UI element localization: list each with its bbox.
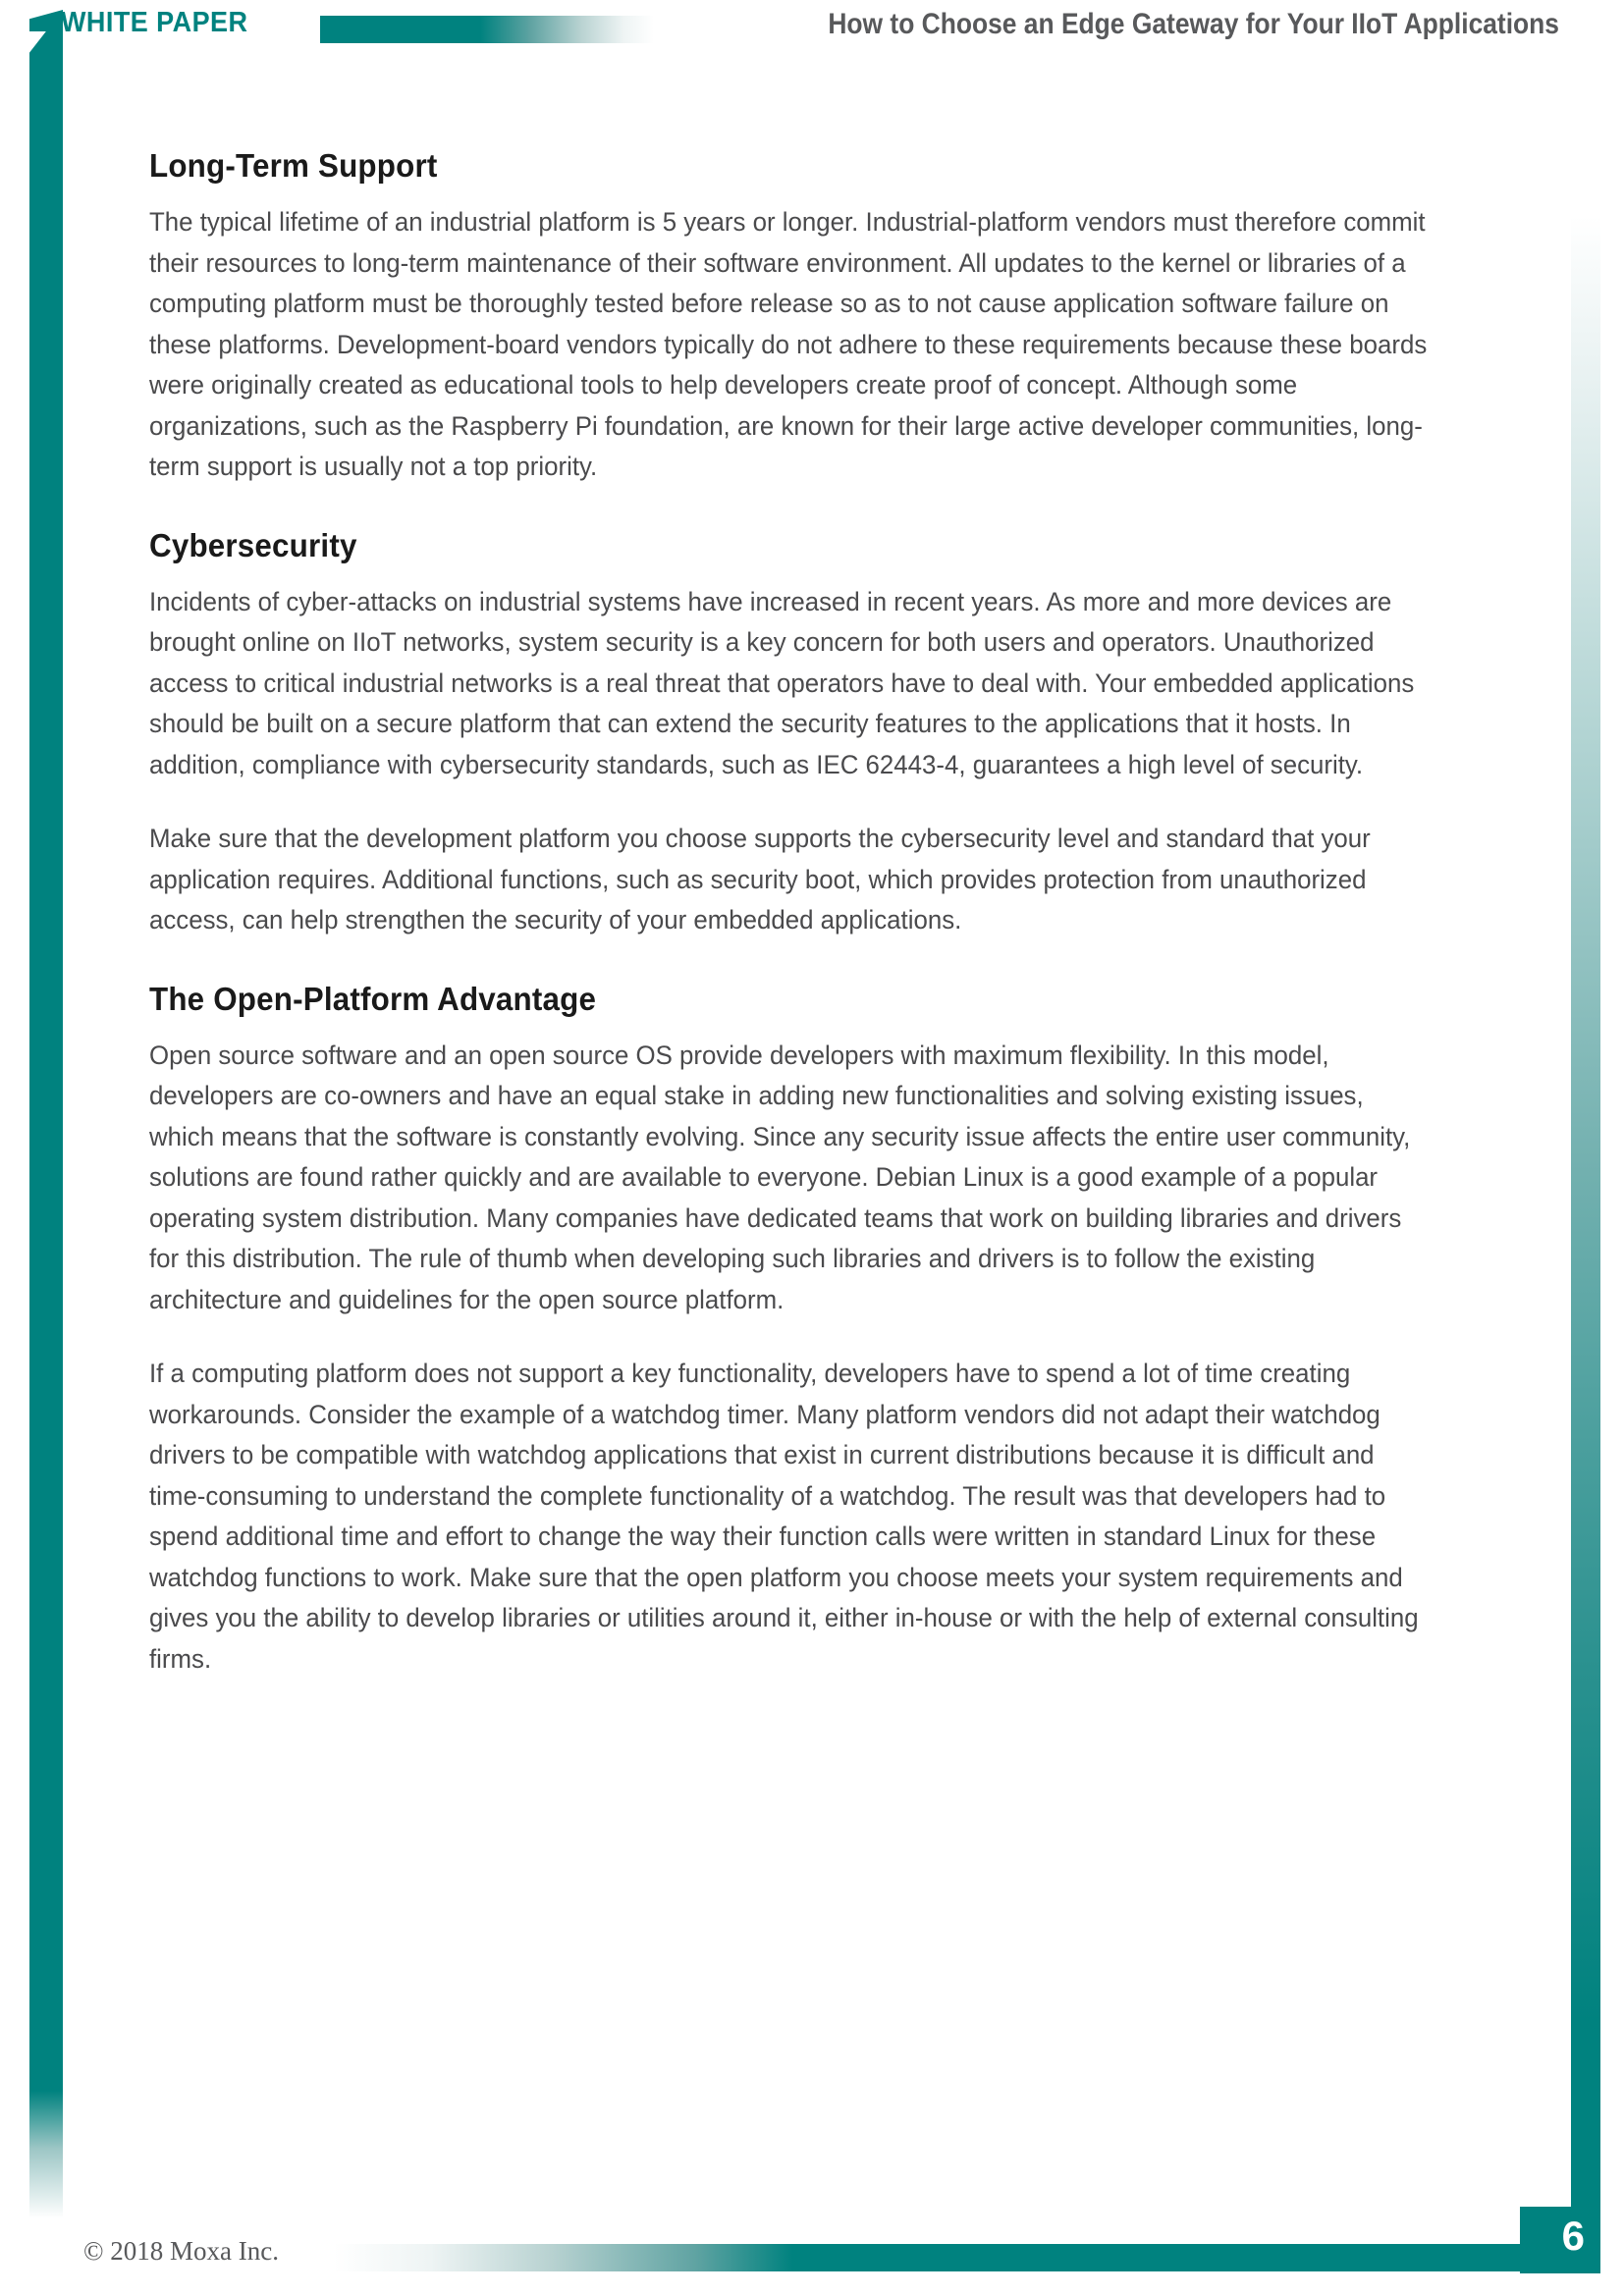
copyright-text: © 2018 Moxa Inc. xyxy=(83,2236,279,2266)
page-header xyxy=(0,0,1624,98)
left-accent-bar-fade xyxy=(29,2091,63,2218)
white-paper-badge: WHITE PAPER xyxy=(61,7,248,38)
document-body xyxy=(149,147,1465,1713)
right-accent-bar xyxy=(1571,216,1600,2179)
page-number: 6 xyxy=(1561,2213,1585,2259)
footer-accent-bar xyxy=(334,2244,1542,2271)
section-heading-cybersecurity: Cybersecurity xyxy=(149,526,357,563)
left-accent-bar xyxy=(29,10,63,2150)
paragraph: Make sure that the development platform you choose supports the cybersecurity level and standard that your application requires. Additional functions, such as security boot, which provides protection from unauthorized access, can help strengthen the security of your embedded applications. xyxy=(149,824,1371,934)
paragraph: The typical lifetime of an industrial platform is 5 years or longer. Industrial-platform vendors must therefore commit their resources to long-term maintenance of their software environment. All updates to the kernel or libraries of a computing platform must be thoroughly tested before release so as to not cause application software failure on these platforms. Development-board vendors typically do not adhere to these requirements because these boards were originally created as educational tools to help developers create proof of concept. Although some organizations, such as the Raspberry Pi foundation, are known for their large active developer communities, long-term support is usually not a top priority. xyxy=(149,207,1428,481)
section-heading-open-platform-advantage: The Open-Platform Advantage xyxy=(149,980,597,1017)
paragraph: If a computing platform does not support a key functionality, developers have to spend a lot of time creating workarounds. Consider the example of a watchdog timer. Many platform vendors did not adapt their watchdog drivers to be compatible with watchdog applications that exist in current distributions because it is difficult and time-consuming to understand the complete functionality of a watchdog. The result was that developers had to spend additional time and effort to change the way their function calls were written in standard Linux for these watchdog functions to work. Make sure that the open platform you choose meets your system requirements and gives you the ability to develop libraries or utilities around it, either in-house or with the help of external consulting firms. xyxy=(149,1359,1419,1674)
header-accent-bar xyxy=(320,16,654,43)
paragraph: Incidents of cyber-attacks on industrial systems have increased in recent years. As more and more devices are brought online on IIoT networks, system security is a key concern for both users and operators. Unauthorized access to critical industrial networks is a real threat that operators have to deal with. Your embedded applications should be built on a secure platform that can extend the security features to the applications that it hosts. In addition, compliance with cybersecurity standards, such as IEC 62443-4, guarantees a high level of security. xyxy=(149,586,1415,779)
document-title: How to Choose an Edge Gateway for Your IIoT Applications xyxy=(828,8,1559,40)
section-heading-long-term-support: Long-Term Support xyxy=(149,147,438,184)
paragraph: Open source software and an open source OS provide developers with maximum flexibility. In this model, developers are co-owners and have an equal stake in adding new functionalities and solving existing issues, which means that the software is constantly evolving. Since any security issue affects the entire user community, solutions are found rather quickly and are available to everyone. Debian Linux is a good example of a popular operating system distribution. Many companies have dedicated teams that work on building libraries and drivers for this distribution. The rule of thumb when developing such libraries and drivers is to follow the existing architecture and guidelines for the open source platform. xyxy=(149,1040,1411,1314)
arrow-marker-icon xyxy=(29,10,63,31)
